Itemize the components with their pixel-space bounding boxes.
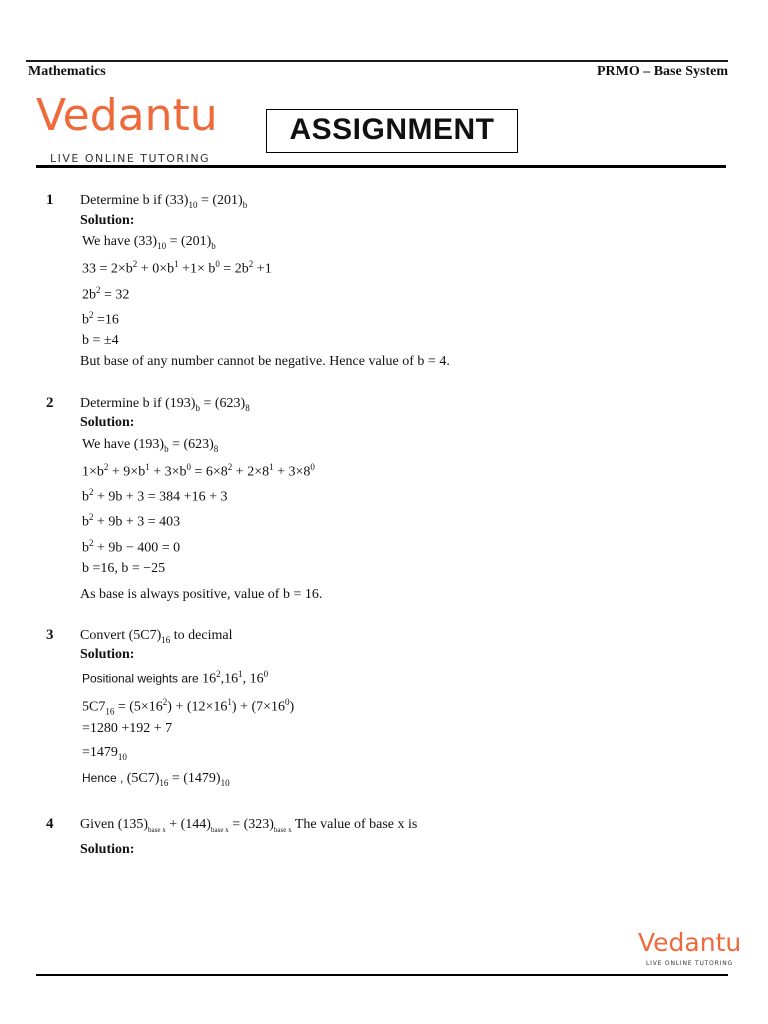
solution-line: $b^2 + 9b - 400 = 0$: [82, 538, 181, 556]
question-1-text: Determine b if $(33)_{10} = (201)_b$: [80, 193, 248, 210]
question-4-text: Given $(135)_{base x} + (144)_{base x} = (323)_{base x}$ The value of base x is: [80, 817, 418, 834]
header-subject: Mathematics: [28, 64, 106, 79]
solution-line: We have $(193)_b = (623)_8$: [82, 437, 219, 454]
header-topic: PRMO – Base System: [596, 64, 728, 79]
question-number: 4: [46, 816, 54, 832]
solution-line: b =16, b = −25: [82, 561, 166, 576]
footer-logo-tagline: LIVE ONLINE TUTORING: [646, 960, 733, 967]
solution-conclusion: As base is always positive, value of b = 16.: [80, 587, 323, 602]
footer-rule: [36, 974, 728, 976]
solution-line: =1280 +192 + 7: [82, 721, 173, 736]
vedantu-logo: Vedantu: [36, 90, 218, 141]
header-top-rule: [26, 60, 728, 62]
question-3-text: Convert $(5C7)_{16}$ to decimal: [80, 628, 233, 645]
question-number: 2: [46, 395, 54, 411]
solution-line: $=1479_{10}$: [82, 745, 127, 762]
solution-line: $2b^2 = 32$: [82, 285, 130, 303]
vedantu-logo-tagline: LIVE ONLINE TUTORING: [50, 152, 211, 165]
solution-line: $33 = 2\times b^2 + 0\times b^1 +1\times b^0 = 2b^2 +1$: [82, 259, 272, 277]
solution-label: Solution:: [80, 842, 135, 857]
question-number: 1: [46, 192, 54, 208]
solution-line: Positional weights are $16^2,16^1$, $16^0$: [82, 669, 269, 687]
solution-conclusion: But base of any number cannot be negative. Hence value of b = 4.: [80, 354, 450, 369]
solution-label: Solution:: [80, 415, 135, 430]
question-number: 3: [46, 627, 54, 643]
solution-line: $b^2 + 9b + 3 = 384 +16 + 3$: [82, 487, 228, 505]
solution-line: $b^2 =16$: [82, 310, 119, 328]
solution-line: $b^2 + 9b + 3 = 403$: [82, 512, 181, 530]
solution-line: $5C7_{16} = (5\times 16^2) + (12\times 16^1) + (7\times 16^0)$: [82, 697, 295, 717]
solution-conclusion: Hence , $(5C7)_{16} = (1479)_{10}$: [82, 771, 230, 788]
footer-vedantu-logo: Vedantu: [638, 928, 742, 957]
solution-line: $1\times b^2 + 9\times b^1 + 3\times b^0 = 6\times 8^2 + 2\times 8^1 + 3\times 8^0$: [82, 462, 315, 480]
solution-label: Solution:: [80, 647, 135, 662]
solution-line: b = ±4: [82, 333, 119, 348]
question-2-text: Determine b if $(193)_b = (623)_8$: [80, 396, 250, 413]
solution-line: We have $(33)_{10} = (201)_b$: [82, 234, 216, 251]
solution-label: Solution:: [80, 213, 135, 228]
header-divider: [36, 165, 726, 168]
assignment-title: ASSIGNMENT: [266, 109, 518, 153]
